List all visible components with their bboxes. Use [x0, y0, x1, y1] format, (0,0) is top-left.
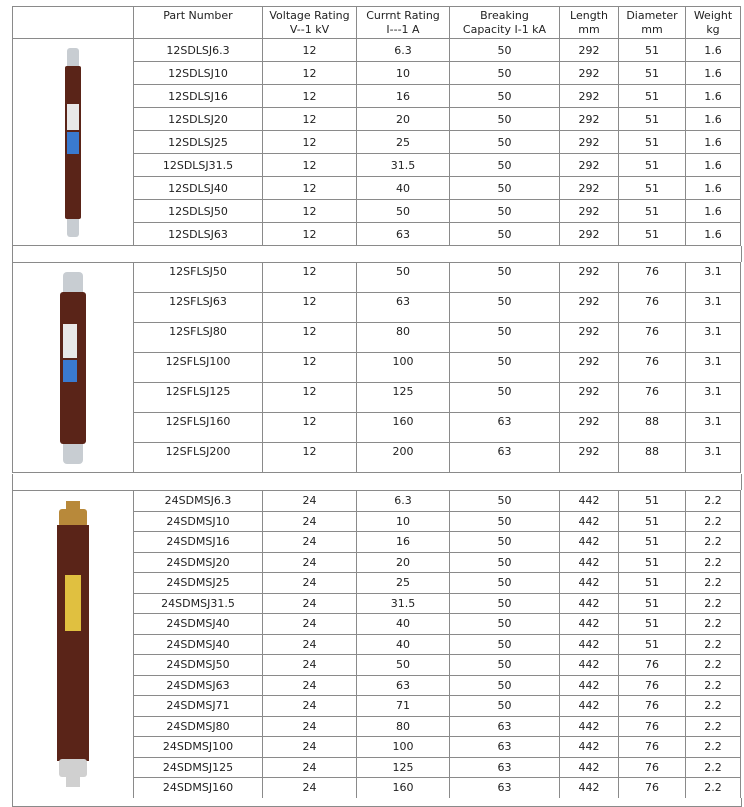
weight-cell: 2.2 — [686, 634, 741, 655]
voltage-cell: 24 — [263, 778, 357, 799]
weight-cell: 2.2 — [686, 716, 741, 737]
part-number-cell: 24SDMSJ71 — [134, 696, 263, 717]
breaking-cell: 50 — [450, 131, 560, 154]
voltage-cell: 12 — [263, 353, 357, 383]
weight-cell: 3.1 — [686, 443, 741, 473]
weight-cell: 1.6 — [686, 154, 741, 177]
voltage-cell: 24 — [263, 511, 357, 532]
current-cell: 10 — [357, 511, 450, 532]
weight-cell: 2.2 — [686, 552, 741, 573]
part-number-cell: 12SDLSJ6.3 — [134, 39, 263, 62]
diameter-cell: 51 — [619, 223, 686, 246]
current-cell: 71 — [357, 696, 450, 717]
fuse-12sflsj-image — [13, 263, 134, 473]
part-number-cell: 12SFLSJ160 — [134, 413, 263, 443]
diameter-cell: 88 — [619, 413, 686, 443]
part-number-cell: 12SDLSJ20 — [134, 108, 263, 131]
weight-cell: 3.1 — [686, 293, 741, 323]
diameter-cell: 76 — [619, 696, 686, 717]
diameter-cell: 51 — [619, 593, 686, 614]
part-number-cell: 24SDMSJ80 — [134, 716, 263, 737]
diameter-cell: 51 — [619, 154, 686, 177]
diameter-cell: 76 — [619, 293, 686, 323]
current-cell: 50 — [357, 263, 450, 293]
breaking-cell: 50 — [450, 62, 560, 85]
weight-cell: 1.6 — [686, 200, 741, 223]
weight-cell: 2.2 — [686, 532, 741, 553]
voltage-cell: 12 — [263, 293, 357, 323]
length-cell: 292 — [560, 85, 619, 108]
voltage-header: Voltage Rating V--1 kV — [263, 7, 357, 39]
breaking-cell: 63 — [450, 443, 560, 473]
weight-cell: 1.6 — [686, 85, 741, 108]
length-cell: 442 — [560, 675, 619, 696]
breaking-header: Breaking Capacity I-1 kA — [450, 7, 560, 39]
voltage-cell: 24 — [263, 532, 357, 553]
weight-cell: 2.2 — [686, 655, 741, 676]
part-number-cell: 24SDMSJ125 — [134, 757, 263, 778]
part-number-cell: 24SDMSJ10 — [134, 511, 263, 532]
part-number-cell: 12SFLSJ200 — [134, 443, 263, 473]
voltage-cell: 12 — [263, 177, 357, 200]
length-cell: 292 — [560, 443, 619, 473]
length-cell: 442 — [560, 593, 619, 614]
length-cell: 292 — [560, 263, 619, 293]
length-cell: 292 — [560, 108, 619, 131]
group-12sdlsj-table — [12, 38, 741, 246]
breaking-cell: 50 — [450, 353, 560, 383]
weight-cell: 2.2 — [686, 757, 741, 778]
voltage-cell: 12 — [263, 413, 357, 443]
breaking-cell: 50 — [450, 39, 560, 62]
diameter-cell: 51 — [619, 85, 686, 108]
diameter-cell: 76 — [619, 383, 686, 413]
part-number-cell: 12SDLSJ16 — [134, 85, 263, 108]
breaking-cell: 50 — [450, 108, 560, 131]
breaking-cell: 50 — [450, 383, 560, 413]
breaking-cell: 50 — [450, 634, 560, 655]
current-cell: 6.3 — [357, 39, 450, 62]
group-12sflsj-table — [12, 262, 741, 473]
diameter-cell: 51 — [619, 552, 686, 573]
current-cell: 50 — [357, 200, 450, 223]
diameter-cell: 76 — [619, 737, 686, 758]
diameter-cell: 76 — [619, 263, 686, 293]
fuse-12sdlsj-image — [13, 39, 134, 246]
breaking-cell: 63 — [450, 413, 560, 443]
breaking-cell: 63 — [450, 757, 560, 778]
breaking-cell: 50 — [450, 511, 560, 532]
part-number-cell: 12SFLSJ50 — [134, 263, 263, 293]
diameter-cell: 76 — [619, 675, 686, 696]
breaking-cell: 50 — [450, 593, 560, 614]
current-cell: 25 — [357, 131, 450, 154]
part-number-cell: 12SDLSJ25 — [134, 131, 263, 154]
breaking-cell: 50 — [450, 293, 560, 323]
current-cell: 63 — [357, 223, 450, 246]
weight-cell: 2.2 — [686, 696, 741, 717]
diameter-header: Diameter mm — [619, 7, 686, 39]
length-cell: 442 — [560, 655, 619, 676]
current-cell: 40 — [357, 177, 450, 200]
voltage-cell: 12 — [263, 131, 357, 154]
breaking-cell: 50 — [450, 696, 560, 717]
table-footer — [12, 798, 742, 807]
voltage-cell: 24 — [263, 614, 357, 635]
current-cell: 25 — [357, 573, 450, 594]
diameter-cell: 51 — [619, 131, 686, 154]
current-cell: 63 — [357, 293, 450, 323]
breaking-cell: 63 — [450, 716, 560, 737]
voltage-cell: 24 — [263, 552, 357, 573]
voltage-cell: 24 — [263, 573, 357, 594]
weight-cell: 1.6 — [686, 39, 741, 62]
diameter-cell: 51 — [619, 62, 686, 85]
diameter-cell: 76 — [619, 778, 686, 799]
part-number-cell: 24SDMSJ31.5 — [134, 593, 263, 614]
current-cell: 31.5 — [357, 154, 450, 177]
length-cell: 292 — [560, 383, 619, 413]
table-row — [13, 39, 741, 62]
voltage-cell: 12 — [263, 323, 357, 353]
breaking-cell: 50 — [450, 323, 560, 353]
length-cell: 292 — [560, 293, 619, 323]
current-cell: 100 — [357, 737, 450, 758]
voltage-cell: 24 — [263, 716, 357, 737]
current-cell: 80 — [357, 716, 450, 737]
breaking-cell: 50 — [450, 177, 560, 200]
current-cell: 125 — [357, 757, 450, 778]
weight-cell: 2.2 — [686, 675, 741, 696]
group-24sdmsj-table — [12, 490, 741, 799]
length-cell: 292 — [560, 353, 619, 383]
diameter-cell: 51 — [619, 573, 686, 594]
part-number-cell: 12SDLSJ10 — [134, 62, 263, 85]
diameter-cell: 76 — [619, 353, 686, 383]
diameter-cell: 51 — [619, 532, 686, 553]
diameter-cell: 51 — [619, 39, 686, 62]
current-cell: 160 — [357, 413, 450, 443]
diameter-cell: 51 — [619, 108, 686, 131]
current-cell: 31.5 — [357, 593, 450, 614]
part-number-cell: 12SFLSJ125 — [134, 383, 263, 413]
voltage-cell: 12 — [263, 62, 357, 85]
breaking-cell: 50 — [450, 154, 560, 177]
voltage-cell: 12 — [263, 263, 357, 293]
length-cell: 442 — [560, 757, 619, 778]
weight-cell: 2.2 — [686, 614, 741, 635]
length-cell: 442 — [560, 778, 619, 799]
diameter-cell: 51 — [619, 634, 686, 655]
voltage-cell: 12 — [263, 39, 357, 62]
current-cell: 63 — [357, 675, 450, 696]
weight-header: Weight kg — [686, 7, 741, 39]
part-number-header: Part Number — [134, 7, 263, 39]
breaking-cell: 50 — [450, 263, 560, 293]
current-cell: 100 — [357, 353, 450, 383]
voltage-cell: 12 — [263, 154, 357, 177]
length-cell: 442 — [560, 511, 619, 532]
diameter-cell: 51 — [619, 177, 686, 200]
weight-cell: 2.2 — [686, 511, 741, 532]
table-row — [13, 491, 741, 512]
voltage-cell: 12 — [263, 443, 357, 473]
voltage-cell: 12 — [263, 85, 357, 108]
part-number-cell: 24SDMSJ160 — [134, 778, 263, 799]
current-cell: 80 — [357, 323, 450, 353]
breaking-cell: 50 — [450, 532, 560, 553]
part-number-cell: 12SFLSJ80 — [134, 323, 263, 353]
length-cell: 292 — [560, 200, 619, 223]
voltage-cell: 12 — [263, 223, 357, 246]
length-cell: 442 — [560, 737, 619, 758]
diameter-cell: 76 — [619, 757, 686, 778]
current-cell: 6.3 — [357, 491, 450, 512]
diameter-cell: 51 — [619, 614, 686, 635]
current-cell: 125 — [357, 383, 450, 413]
weight-cell: 2.2 — [686, 593, 741, 614]
weight-cell: 3.1 — [686, 383, 741, 413]
voltage-cell: 12 — [263, 383, 357, 413]
weight-cell: 1.6 — [686, 223, 741, 246]
current-header: Currnt Rating I---1 A — [357, 7, 450, 39]
part-number-cell: 24SDMSJ50 — [134, 655, 263, 676]
group-separator — [12, 474, 742, 490]
length-cell: 442 — [560, 573, 619, 594]
length-cell: 442 — [560, 634, 619, 655]
voltage-cell: 24 — [263, 696, 357, 717]
breaking-cell: 50 — [450, 614, 560, 635]
part-number-cell: 24SDMSJ25 — [134, 573, 263, 594]
part-number-cell: 24SDMSJ100 — [134, 737, 263, 758]
part-number-cell: 12SFLSJ63 — [134, 293, 263, 323]
breaking-cell: 50 — [450, 675, 560, 696]
diameter-cell: 76 — [619, 716, 686, 737]
voltage-cell: 12 — [263, 200, 357, 223]
length-cell: 292 — [560, 413, 619, 443]
weight-cell: 3.1 — [686, 413, 741, 443]
breaking-cell: 50 — [450, 85, 560, 108]
voltage-cell: 12 — [263, 108, 357, 131]
length-cell: 292 — [560, 62, 619, 85]
current-cell: 16 — [357, 85, 450, 108]
breaking-cell: 50 — [450, 552, 560, 573]
breaking-cell: 50 — [450, 655, 560, 676]
weight-cell: 3.1 — [686, 263, 741, 293]
diameter-cell: 51 — [619, 511, 686, 532]
header-table — [12, 6, 741, 39]
part-number-cell: 12SDLSJ63 — [134, 223, 263, 246]
part-number-cell: 12SDLSJ40 — [134, 177, 263, 200]
weight-cell: 2.2 — [686, 737, 741, 758]
length-cell: 292 — [560, 131, 619, 154]
breaking-cell: 63 — [450, 737, 560, 758]
length-cell: 292 — [560, 177, 619, 200]
current-cell: 20 — [357, 552, 450, 573]
part-number-cell: 24SDMSJ20 — [134, 552, 263, 573]
breaking-cell: 50 — [450, 573, 560, 594]
group-separator — [12, 246, 742, 262]
part-number-cell: 12SDLSJ50 — [134, 200, 263, 223]
fuse-24sdmsj-image — [13, 491, 134, 799]
diameter-cell: 76 — [619, 655, 686, 676]
weight-cell: 2.2 — [686, 778, 741, 799]
current-cell: 10 — [357, 62, 450, 85]
weight-cell: 1.6 — [686, 108, 741, 131]
image-header — [13, 7, 134, 39]
part-number-cell: 24SDMSJ40 — [134, 614, 263, 635]
length-cell: 292 — [560, 223, 619, 246]
part-number-cell: 24SDMSJ40 — [134, 634, 263, 655]
weight-cell: 1.6 — [686, 177, 741, 200]
length-cell: 442 — [560, 696, 619, 717]
current-cell: 50 — [357, 655, 450, 676]
current-cell: 40 — [357, 614, 450, 635]
breaking-cell: 63 — [450, 778, 560, 799]
length-header: Length mm — [560, 7, 619, 39]
weight-cell: 2.2 — [686, 573, 741, 594]
weight-cell: 2.2 — [686, 491, 741, 512]
length-cell: 442 — [560, 716, 619, 737]
part-number-cell: 24SDMSJ16 — [134, 532, 263, 553]
weight-cell: 3.1 — [686, 353, 741, 383]
diameter-cell: 51 — [619, 491, 686, 512]
voltage-cell: 24 — [263, 757, 357, 778]
length-cell: 442 — [560, 614, 619, 635]
current-cell: 200 — [357, 443, 450, 473]
breaking-cell: 50 — [450, 200, 560, 223]
diameter-cell: 76 — [619, 323, 686, 353]
part-number-cell: 24SDMSJ63 — [134, 675, 263, 696]
part-number-cell: 12SFLSJ100 — [134, 353, 263, 383]
diameter-cell: 88 — [619, 443, 686, 473]
length-cell: 442 — [560, 552, 619, 573]
part-number-cell: 24SDMSJ6.3 — [134, 491, 263, 512]
breaking-cell: 50 — [450, 223, 560, 246]
voltage-cell: 24 — [263, 737, 357, 758]
voltage-cell: 24 — [263, 634, 357, 655]
length-cell: 442 — [560, 491, 619, 512]
voltage-cell: 24 — [263, 675, 357, 696]
length-cell: 292 — [560, 39, 619, 62]
part-number-cell: 12SDLSJ31.5 — [134, 154, 263, 177]
current-cell: 160 — [357, 778, 450, 799]
current-cell: 40 — [357, 634, 450, 655]
length-cell: 292 — [560, 323, 619, 353]
table-row — [13, 263, 741, 293]
weight-cell: 1.6 — [686, 131, 741, 154]
current-cell: 16 — [357, 532, 450, 553]
current-cell: 20 — [357, 108, 450, 131]
weight-cell: 1.6 — [686, 62, 741, 85]
voltage-cell: 24 — [263, 491, 357, 512]
voltage-cell: 24 — [263, 655, 357, 676]
breaking-cell: 50 — [450, 491, 560, 512]
voltage-cell: 24 — [263, 593, 357, 614]
weight-cell: 3.1 — [686, 323, 741, 353]
length-cell: 292 — [560, 154, 619, 177]
length-cell: 442 — [560, 532, 619, 553]
diameter-cell: 51 — [619, 200, 686, 223]
